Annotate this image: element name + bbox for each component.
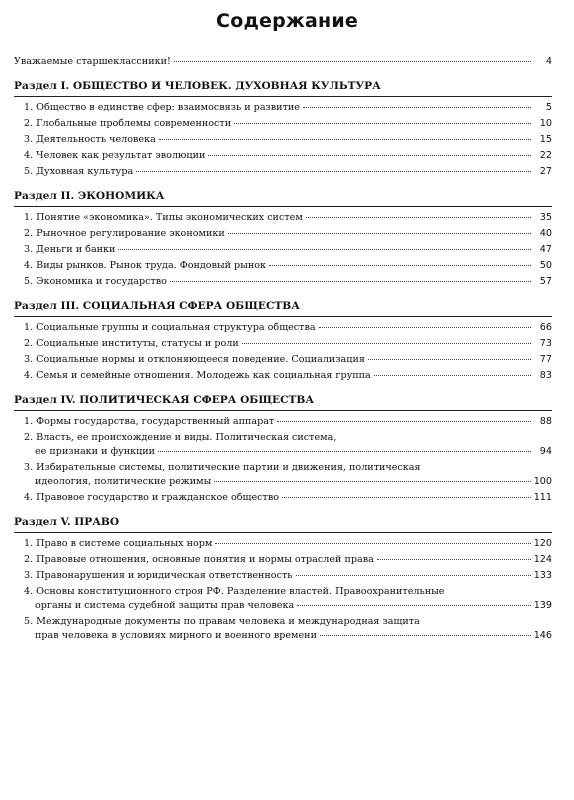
toc-page-number: 120 xyxy=(533,538,552,549)
toc-entry[interactable] xyxy=(14,166,552,182)
toc-entry-text: Экономика и государство xyxy=(36,276,167,287)
dot-leader xyxy=(208,155,531,156)
toc-entry-text: Духовная культура xyxy=(36,166,134,177)
toc-page-number: 4 xyxy=(545,56,552,67)
toc-entry[interactable] xyxy=(14,322,552,338)
toc-entry[interactable] xyxy=(14,338,552,354)
toc-entry-number: 1. xyxy=(24,102,34,113)
toc-page-number: 47 xyxy=(539,244,552,255)
toc-page-number: 111 xyxy=(533,492,552,503)
toc-entry[interactable] xyxy=(14,446,552,462)
toc-entry-text: Социальные институты, статусы и роли xyxy=(36,338,239,349)
dot-leader xyxy=(297,605,531,606)
toc-page-number: 66 xyxy=(539,322,552,333)
dot-leader xyxy=(214,481,530,482)
toc-entry-text: Правовые отношения, основные понятия и нормы отраслей права xyxy=(36,554,374,565)
toc-entry-text: Семья и семейные отношения. Молодежь как социальная группа xyxy=(36,370,371,381)
toc-entry-text: Общество в единстве сфер: взаимосвязь и развитие xyxy=(36,102,300,113)
toc-page-number: 100 xyxy=(533,476,552,487)
toc-entry-text: Формы государства, государственный аппарат xyxy=(36,416,275,427)
toc-page-number: 5 xyxy=(545,102,552,113)
toc-entry-text: Человек как результат эволюции xyxy=(36,150,206,161)
toc-entry-text: Деятельность человека xyxy=(36,134,156,145)
dot-leader xyxy=(368,359,531,360)
toc-entry[interactable] xyxy=(14,354,552,370)
toc-entry-first-line[interactable] xyxy=(14,586,552,600)
toc-entry[interactable] xyxy=(14,228,552,244)
toc-entry-number: 2. xyxy=(24,554,34,565)
toc-entry[interactable] xyxy=(14,370,552,386)
toc-entry[interactable] xyxy=(14,476,552,492)
toc-entry-text: Деньги и банки xyxy=(36,244,116,255)
toc-page-number: 57 xyxy=(539,276,552,287)
dot-leader xyxy=(269,265,531,266)
toc-page-number: 146 xyxy=(533,630,552,641)
toc-entry[interactable] xyxy=(14,492,552,508)
toc-entry-text: Право в системе социальных норм xyxy=(36,538,213,549)
toc-entry[interactable] xyxy=(14,212,552,228)
toc-entry[interactable] xyxy=(14,276,552,292)
dot-leader xyxy=(306,217,531,218)
toc-entry[interactable] xyxy=(14,134,552,150)
dot-leader xyxy=(319,327,531,328)
dot-leader xyxy=(377,559,531,560)
toc-entry[interactable] xyxy=(14,630,552,646)
toc-page-number: 35 xyxy=(539,212,552,223)
toc-entry-first-line[interactable] xyxy=(14,432,552,446)
dot-leader xyxy=(174,61,531,62)
toc-entry-number: 5. xyxy=(24,166,34,177)
toc-entry[interactable] xyxy=(14,538,552,554)
toc-entry-text: идеология, политические режимы xyxy=(35,476,212,487)
toc-entry-number: 5. xyxy=(24,616,34,627)
dot-leader xyxy=(320,635,531,636)
page-title: Содержание xyxy=(216,10,358,32)
toc-page-number: 133 xyxy=(533,570,552,581)
dot-leader xyxy=(170,281,531,282)
toc-entry-text: Виды рынков. Рынок труда. Фондовый рынок xyxy=(36,260,267,271)
toc-page-number: 124 xyxy=(533,554,552,565)
toc-page-number: 139 xyxy=(533,600,552,611)
toc-entry-first-line[interactable] xyxy=(14,616,552,630)
toc-entry-number: 5. xyxy=(24,276,34,287)
toc-entry[interactable] xyxy=(14,102,552,118)
toc-entry-number: 2. xyxy=(24,118,34,129)
toc-page-number: 73 xyxy=(539,338,552,349)
section-heading: Раздел V. ПРАВО xyxy=(14,516,552,533)
toc-entry-intro[interactable] xyxy=(14,56,552,72)
toc-entry-number: 1. xyxy=(24,322,34,333)
toc-entry-text: ее признаки и функции xyxy=(35,446,156,457)
dot-leader xyxy=(158,451,531,452)
toc-entry-text: Глобальные проблемы современности xyxy=(36,118,232,129)
toc-entry-number: 1. xyxy=(24,212,34,223)
toc-entry-number: 1. xyxy=(24,416,34,427)
dot-leader xyxy=(282,497,531,498)
toc-entry-number: 3. xyxy=(24,462,34,473)
toc-entry[interactable] xyxy=(14,150,552,166)
dot-leader xyxy=(374,375,531,376)
dot-leader xyxy=(159,139,531,140)
toc-page-number: 77 xyxy=(539,354,552,365)
toc-entry-number: 4. xyxy=(24,492,34,503)
toc-entry-text: Власть, ее происхождение и виды. Политическая система, xyxy=(36,432,337,443)
toc-entry-number: 4. xyxy=(24,370,34,381)
dot-leader xyxy=(136,171,531,172)
toc-page-number: 88 xyxy=(539,416,552,427)
toc-entry-number: 4. xyxy=(24,150,34,161)
toc-entry-number: 1. xyxy=(24,538,34,549)
toc-entry[interactable] xyxy=(14,570,552,586)
dot-leader xyxy=(118,249,531,250)
toc-entry-text: Основы конституционного строя РФ. Разделение властей. Правоохранительные xyxy=(36,586,445,597)
toc-entry-text: прав человека в условиях мирного и военного времени xyxy=(35,630,317,641)
toc-entry-text: Рыночное регулирование экономики xyxy=(36,228,225,239)
toc-entry[interactable] xyxy=(14,416,552,432)
toc-entry-text: Международные документы по правам человека и международная защита xyxy=(36,616,420,627)
dot-leader xyxy=(228,233,531,234)
dot-leader xyxy=(277,421,531,422)
toc-entry-number: 3. xyxy=(24,570,34,581)
toc-entry-number: 2. xyxy=(24,432,34,443)
toc-entry-first-line[interactable] xyxy=(14,462,552,476)
toc-page-number: 83 xyxy=(539,370,552,381)
toc-page-number: 10 xyxy=(539,118,552,129)
toc-sections xyxy=(14,80,552,646)
toc-entry[interactable] xyxy=(14,260,552,276)
toc-entry-number: 2. xyxy=(24,338,34,349)
toc-entry-number: 3. xyxy=(24,354,34,365)
toc-entry-text: Избирательные системы, политические партии и движения, политическая xyxy=(36,462,421,473)
toc-entry-number: 4. xyxy=(24,260,34,271)
toc-entry-text: Правонарушения и юридическая ответственность xyxy=(36,570,293,581)
section-heading: Раздел III. СОЦИАЛЬНАЯ СФЕРА ОБЩЕСТВА xyxy=(14,300,552,317)
dot-leader xyxy=(303,107,531,108)
toc-entry-text: Понятие «экономика». Типы экономических систем xyxy=(36,212,303,223)
section-heading: Раздел II. ЭКОНОМИКА xyxy=(14,190,552,207)
toc-page-number: 94 xyxy=(539,446,552,457)
toc-entry[interactable] xyxy=(14,244,552,260)
toc-entry-text: Социальные группы и социальная структура общества xyxy=(36,322,316,333)
toc-entry-number: 3. xyxy=(24,244,34,255)
toc-entry[interactable] xyxy=(14,600,552,616)
toc-page-number: 50 xyxy=(539,260,552,271)
section-heading: Раздел IV. ПОЛИТИЧЕСКАЯ СФЕРА ОБЩЕСТВА xyxy=(14,394,552,411)
toc-entry-text: Правовое государство и гражданское общество xyxy=(36,492,280,503)
dot-leader xyxy=(215,543,530,544)
toc-entry-text: органы и система судебной защиты прав человека xyxy=(35,600,295,611)
dot-leader xyxy=(242,343,531,344)
toc-page-number: 27 xyxy=(539,166,552,177)
toc-page-number: 22 xyxy=(539,150,552,161)
toc-entry[interactable] xyxy=(14,554,552,570)
toc-page-number: 40 xyxy=(539,228,552,239)
dot-leader xyxy=(296,575,531,576)
toc-entry-number: 3. xyxy=(24,134,34,145)
dot-leader xyxy=(234,123,531,124)
toc-entry-number: 2. xyxy=(24,228,34,239)
toc-entry-text: Социальные нормы и отклоняющееся поведение. Социализация xyxy=(36,354,365,365)
section-heading: Раздел I. ОБЩЕСТВО И ЧЕЛОВЕК. ДУХОВНАЯ КУЛЬТУРА xyxy=(14,80,552,97)
toc-page-number: 15 xyxy=(539,134,552,145)
toc-entry[interactable] xyxy=(14,118,552,134)
toc-entry-text: Уважаемые старшеклассники! xyxy=(14,56,171,67)
table-of-contents xyxy=(14,56,552,646)
toc-entry-number: 4. xyxy=(24,586,34,597)
